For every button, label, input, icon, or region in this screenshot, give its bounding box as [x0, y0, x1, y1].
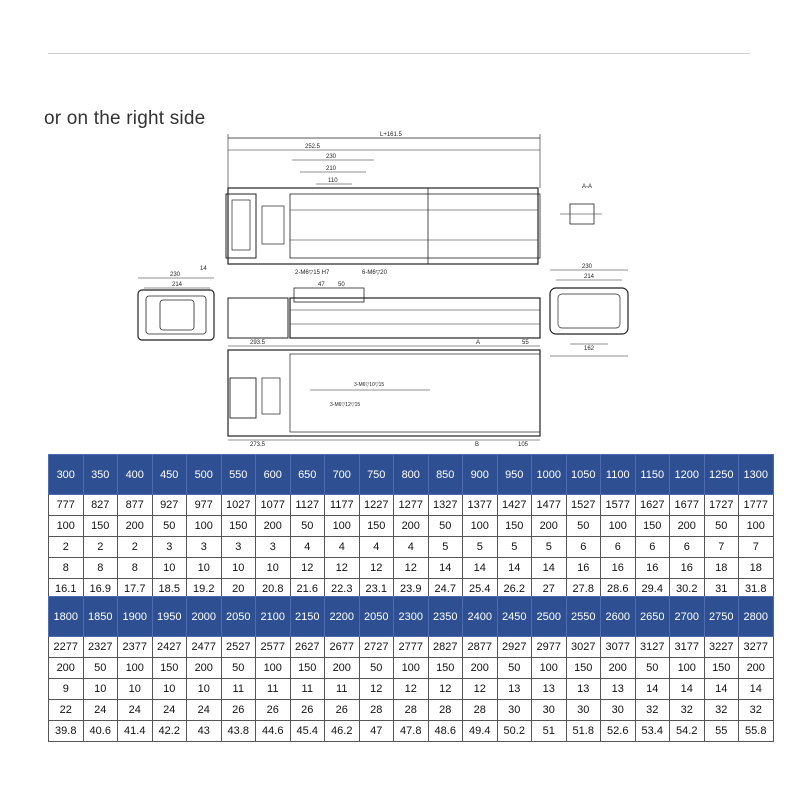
table-cell: 30.2: [670, 579, 705, 600]
table-cell: 150: [497, 516, 532, 537]
table-cell: 2627: [290, 637, 325, 658]
table-cell: 27: [532, 579, 567, 600]
table-cell: 26: [325, 700, 360, 721]
table-cell: 40.6: [83, 721, 118, 742]
table-cell: 927: [152, 495, 187, 516]
header-cell: 2450: [497, 597, 532, 637]
table-cell: 30: [601, 700, 636, 721]
table-cell: 16: [566, 558, 601, 579]
table-cell: 200: [532, 516, 567, 537]
table-cell: 11: [256, 679, 291, 700]
table-cell: 10: [152, 679, 187, 700]
header-cell: 850: [428, 455, 463, 495]
table-cell: 1277: [394, 495, 429, 516]
table-cell: 22: [49, 700, 84, 721]
header-cell: 2050: [359, 597, 394, 637]
table-cell: 28: [463, 700, 498, 721]
table-row: [49, 700, 774, 721]
header-cell: 2100: [256, 597, 291, 637]
header-cell: 300: [49, 455, 84, 495]
table-cell: 12: [463, 679, 498, 700]
table-cell: 17.7: [118, 579, 153, 600]
table-cell: 31: [704, 579, 739, 600]
table-cell: 20.8: [256, 579, 291, 600]
note-holes-3: 3-M6▽10▽15: [354, 382, 385, 388]
table-row: [49, 495, 774, 516]
table-cell: 24: [118, 700, 153, 721]
table-row: [49, 679, 774, 700]
table-cell: 2427: [152, 637, 187, 658]
header-cell: 2300: [394, 597, 429, 637]
table-cell: 150: [83, 516, 118, 537]
table-cell: 2977: [532, 637, 567, 658]
table-cell: 2777: [394, 637, 429, 658]
table-cell: 9: [49, 679, 84, 700]
table-cell: 13: [532, 679, 567, 700]
table-cell: 47: [359, 721, 394, 742]
dim-230-right: 230: [582, 264, 593, 270]
note-holes-2: 6-M6▽20: [362, 270, 387, 276]
table-cell: 39.8: [49, 721, 84, 742]
header-cell: 1150: [635, 455, 670, 495]
table-cell: 32: [704, 700, 739, 721]
table-cell: 1227: [359, 495, 394, 516]
table-cell: 1627: [635, 495, 670, 516]
table-cell: 14: [670, 679, 705, 700]
header-cell: 1300: [739, 455, 774, 495]
table-cell: 24: [187, 700, 222, 721]
table-cell: 13: [566, 679, 601, 700]
table-cell: 3227: [704, 637, 739, 658]
header-cell: 1000: [532, 455, 567, 495]
table-cell: 1327: [428, 495, 463, 516]
table-cell: 43.8: [221, 721, 256, 742]
table-cell: 28: [394, 700, 429, 721]
table-2-header-row: [49, 597, 774, 637]
table-cell: 200: [394, 516, 429, 537]
dim-230-side: 230: [170, 272, 181, 278]
table-cell: 200: [670, 516, 705, 537]
table-cell: 1577: [601, 495, 636, 516]
header-cell: 1050: [566, 455, 601, 495]
table-cell: 6: [566, 537, 601, 558]
table-cell: 14: [463, 558, 498, 579]
table-cell: 23.1: [359, 579, 394, 600]
table-cell: 16: [670, 558, 705, 579]
table-cell: 3177: [670, 637, 705, 658]
table-cell: 51.8: [566, 721, 601, 742]
dim-230-top: 230: [326, 154, 337, 160]
table-cell: 200: [118, 516, 153, 537]
table-cell: 1527: [566, 495, 601, 516]
table-cell: 11: [221, 679, 256, 700]
header-cell: 2200: [325, 597, 360, 637]
table-cell: 100: [49, 516, 84, 537]
table-cell: 100: [739, 516, 774, 537]
table-cell: 52.6: [601, 721, 636, 742]
table-cell: 777: [49, 495, 84, 516]
header-cell: 500: [187, 455, 222, 495]
table-cell: 14: [532, 558, 567, 579]
table-cell: 1377: [463, 495, 498, 516]
table-cell: 10: [83, 679, 118, 700]
table-cell: 3: [256, 537, 291, 558]
table-cell: 2: [49, 537, 84, 558]
table-cell: 100: [394, 658, 429, 679]
table-cell: 10: [256, 558, 291, 579]
table-cell: 46.2: [325, 721, 360, 742]
table-cell: 10: [187, 679, 222, 700]
header-cell: 2600: [601, 597, 636, 637]
table-cell: 2277: [49, 637, 84, 658]
table-cell: 21.6: [290, 579, 325, 600]
table-cell: 55: [704, 721, 739, 742]
table-cell: 14: [635, 679, 670, 700]
table-cell: 50: [221, 658, 256, 679]
table-row: [49, 637, 774, 658]
table-cell: 200: [49, 658, 84, 679]
header-cell: 650: [290, 455, 325, 495]
header-cell: 700: [325, 455, 360, 495]
table-cell: 16.9: [83, 579, 118, 600]
table-cell: 4: [359, 537, 394, 558]
spec-table-2: [48, 596, 774, 742]
table-cell: 200: [325, 658, 360, 679]
header-cell: 1250: [704, 455, 739, 495]
table-cell: 6: [670, 537, 705, 558]
table-cell: 1177: [325, 495, 360, 516]
table-cell: 3027: [566, 637, 601, 658]
header-cell: 2050: [221, 597, 256, 637]
table-cell: 150: [221, 516, 256, 537]
table-cell: 5: [428, 537, 463, 558]
table-cell: 7: [739, 537, 774, 558]
table-cell: 2827: [428, 637, 463, 658]
table-cell: 14: [739, 679, 774, 700]
dim-105: 105: [518, 442, 529, 448]
table-cell: 11: [325, 679, 360, 700]
table-cell: 200: [739, 658, 774, 679]
table-cell: 100: [463, 516, 498, 537]
header-cell: 2000: [187, 597, 222, 637]
table-cell: 26: [256, 700, 291, 721]
table-cell: 3: [187, 537, 222, 558]
table-cell: 24: [152, 700, 187, 721]
technical-drawing: [130, 128, 650, 448]
table-cell: 24.7: [428, 579, 463, 600]
table-cell: 53.4: [635, 721, 670, 742]
dim-210: 210: [326, 166, 337, 172]
header-cell: 2350: [428, 597, 463, 637]
table-cell: 3077: [601, 637, 636, 658]
section-heading: or on the right side: [44, 108, 206, 129]
table-row: [49, 558, 774, 579]
table-cell: 20: [221, 579, 256, 600]
table-cell: 150: [635, 516, 670, 537]
table-cell: 42.2: [152, 721, 187, 742]
dim-162: 162: [584, 346, 595, 352]
table-cell: 18.5: [152, 579, 187, 600]
table-cell: 18: [704, 558, 739, 579]
header-cell: 800: [394, 455, 429, 495]
table-cell: 10: [187, 558, 222, 579]
table-cell: 27.8: [566, 579, 601, 600]
table-cell: 150: [152, 658, 187, 679]
table-cell: 2577: [256, 637, 291, 658]
header-cell: 600: [256, 455, 291, 495]
table-cell: 2: [83, 537, 118, 558]
table-cell: 7: [704, 537, 739, 558]
dim-2735: 273.5: [250, 442, 266, 448]
table-cell: 12: [359, 558, 394, 579]
table-cell: 16: [635, 558, 670, 579]
table-cell: 2477: [187, 637, 222, 658]
table-cell: 45.4: [290, 721, 325, 742]
table-cell: 13: [497, 679, 532, 700]
dim-2935: 293.5: [250, 340, 266, 346]
table-cell: 100: [670, 658, 705, 679]
table-cell: 50.2: [497, 721, 532, 742]
table-cell: 51: [532, 721, 567, 742]
table-cell: 48.6: [428, 721, 463, 742]
table-cell: 2527: [221, 637, 256, 658]
table-cell: 8: [49, 558, 84, 579]
table-cell: 12: [325, 558, 360, 579]
table-cell: 10: [152, 558, 187, 579]
table-cell: 6: [601, 537, 636, 558]
header-cell: 2650: [635, 597, 670, 637]
table-cell: 41.4: [118, 721, 153, 742]
table-cell: 50: [497, 658, 532, 679]
table-cell: 11: [290, 679, 325, 700]
table-cell: 150: [566, 658, 601, 679]
table-row: [49, 658, 774, 679]
table-cell: 4: [290, 537, 325, 558]
table-cell: 200: [601, 658, 636, 679]
table-cell: 1127: [290, 495, 325, 516]
table-cell: 50: [635, 658, 670, 679]
note-left: 14: [200, 266, 207, 272]
table-cell: 2727: [359, 637, 394, 658]
table-cell: 2377: [118, 637, 153, 658]
table-cell: 8: [118, 558, 153, 579]
table-cell: 16: [601, 558, 636, 579]
table-cell: 32: [635, 700, 670, 721]
table-cell: 44.6: [256, 721, 291, 742]
table-cell: 25.4: [463, 579, 498, 600]
table-cell: 26: [290, 700, 325, 721]
table-cell: 49.4: [463, 721, 498, 742]
table-row: [49, 516, 774, 537]
table-row: [49, 537, 774, 558]
table-cell: 5: [463, 537, 498, 558]
table-cell: 50: [290, 516, 325, 537]
table-cell: 827: [83, 495, 118, 516]
table-cell: 200: [256, 516, 291, 537]
table-cell: 1427: [497, 495, 532, 516]
header-cell: 2550: [566, 597, 601, 637]
dim-b: B: [475, 442, 480, 448]
note-holes-1: 2-M6▽15 H7: [295, 270, 330, 276]
table-cell: 150: [290, 658, 325, 679]
table-cell: 100: [532, 658, 567, 679]
table-cell: 3127: [635, 637, 670, 658]
dim-2525: 252.5: [305, 144, 321, 150]
table-cell: 5: [497, 537, 532, 558]
table-cell: 200: [463, 658, 498, 679]
table-cell: 2677: [325, 637, 360, 658]
table-cell: 3: [221, 537, 256, 558]
table-cell: 5: [532, 537, 567, 558]
header-cell: 2150: [290, 597, 325, 637]
table-cell: 3: [152, 537, 187, 558]
table-cell: 2: [118, 537, 153, 558]
table-cell: 4: [394, 537, 429, 558]
table-cell: 28: [428, 700, 463, 721]
table-cell: 30: [497, 700, 532, 721]
table-cell: 28: [359, 700, 394, 721]
table-cell: 10: [221, 558, 256, 579]
header-cell: 2800: [739, 597, 774, 637]
table-cell: 16.1: [49, 579, 84, 600]
dim-214-right: 214: [584, 274, 595, 280]
table-row: [49, 721, 774, 742]
table-cell: 26.2: [497, 579, 532, 600]
table-cell: 12: [394, 558, 429, 579]
table-cell: 2877: [463, 637, 498, 658]
table-cell: 1677: [670, 495, 705, 516]
table-cell: 12: [290, 558, 325, 579]
table-cell: 24: [83, 700, 118, 721]
view-label-aa: A-A: [582, 184, 593, 190]
table-cell: 8: [83, 558, 118, 579]
note-holes-4: 3-M6▽12▽15: [330, 402, 361, 408]
table-cell: 6: [635, 537, 670, 558]
table-cell: 12: [359, 679, 394, 700]
table-cell: 14: [497, 558, 532, 579]
header-cell: 1850: [83, 597, 118, 637]
table-cell: 47.8: [394, 721, 429, 742]
table-cell: 31.8: [739, 579, 774, 600]
table-cell: 200: [187, 658, 222, 679]
table-cell: 877: [118, 495, 153, 516]
table-cell: 50: [359, 658, 394, 679]
dim-55: 55: [522, 340, 529, 346]
table-cell: 100: [256, 658, 291, 679]
table-cell: 30: [566, 700, 601, 721]
header-cell: 2750: [704, 597, 739, 637]
header-cell: 1800: [49, 597, 84, 637]
table-cell: 50: [566, 516, 601, 537]
table-cell: 1777: [739, 495, 774, 516]
table-cell: 50: [83, 658, 118, 679]
table-cell: 28.6: [601, 579, 636, 600]
dim-a: A: [476, 340, 481, 346]
table-cell: 150: [704, 658, 739, 679]
table-cell: 100: [325, 516, 360, 537]
dim-47: 47: [318, 282, 325, 288]
table-cell: 13: [601, 679, 636, 700]
header-cell: 2700: [670, 597, 705, 637]
table-cell: 30: [532, 700, 567, 721]
table-cell: 1727: [704, 495, 739, 516]
table-cell: 23.9: [394, 579, 429, 600]
table-cell: 26: [221, 700, 256, 721]
table-cell: 10: [118, 679, 153, 700]
table-cell: 4: [325, 537, 360, 558]
table-cell: 2927: [497, 637, 532, 658]
table-1-header-row: [49, 455, 774, 495]
header-cell: 950: [497, 455, 532, 495]
table-cell: 32: [670, 700, 705, 721]
dim-total-length: L+161.5: [380, 132, 402, 138]
header-cell: 750: [359, 455, 394, 495]
header-cell: 2400: [463, 597, 498, 637]
table-cell: 22.3: [325, 579, 360, 600]
table-cell: 1027: [221, 495, 256, 516]
spec-table-1: [48, 454, 774, 600]
table-cell: 54.2: [670, 721, 705, 742]
table-cell: 3277: [739, 637, 774, 658]
table-cell: 50: [152, 516, 187, 537]
dim-50: 50: [338, 282, 345, 288]
header-cell: 2500: [532, 597, 567, 637]
dim-110: 110: [328, 178, 338, 184]
top-divider: [48, 53, 750, 54]
header-cell: 1950: [152, 597, 187, 637]
header-cell: 550: [221, 455, 256, 495]
table-cell: 12: [428, 679, 463, 700]
table-cell: 29.4: [635, 579, 670, 600]
table-cell: 14: [428, 558, 463, 579]
header-cell: 1200: [670, 455, 705, 495]
header-cell: 1900: [118, 597, 153, 637]
table-cell: 2327: [83, 637, 118, 658]
dim-214: 214: [172, 282, 183, 288]
table-cell: 1077: [256, 495, 291, 516]
table-cell: 50: [428, 516, 463, 537]
table-cell: 18: [739, 558, 774, 579]
table-cell: 19.2: [187, 579, 222, 600]
header-cell: 350: [83, 455, 118, 495]
table-cell: 100: [601, 516, 636, 537]
table-cell: 50: [704, 516, 739, 537]
table-cell: 55.8: [739, 721, 774, 742]
table-cell: 100: [187, 516, 222, 537]
table-cell: 100: [118, 658, 153, 679]
table-cell: 977: [187, 495, 222, 516]
table-cell: 12: [394, 679, 429, 700]
header-cell: 400: [118, 455, 153, 495]
table-cell: 150: [359, 516, 394, 537]
table-cell: 14: [704, 679, 739, 700]
table-cell: 150: [428, 658, 463, 679]
table-cell: 32: [739, 700, 774, 721]
header-cell: 900: [463, 455, 498, 495]
table-cell: 43: [187, 721, 222, 742]
header-cell: 450: [152, 455, 187, 495]
header-cell: 1100: [601, 455, 636, 495]
table-cell: 1477: [532, 495, 567, 516]
